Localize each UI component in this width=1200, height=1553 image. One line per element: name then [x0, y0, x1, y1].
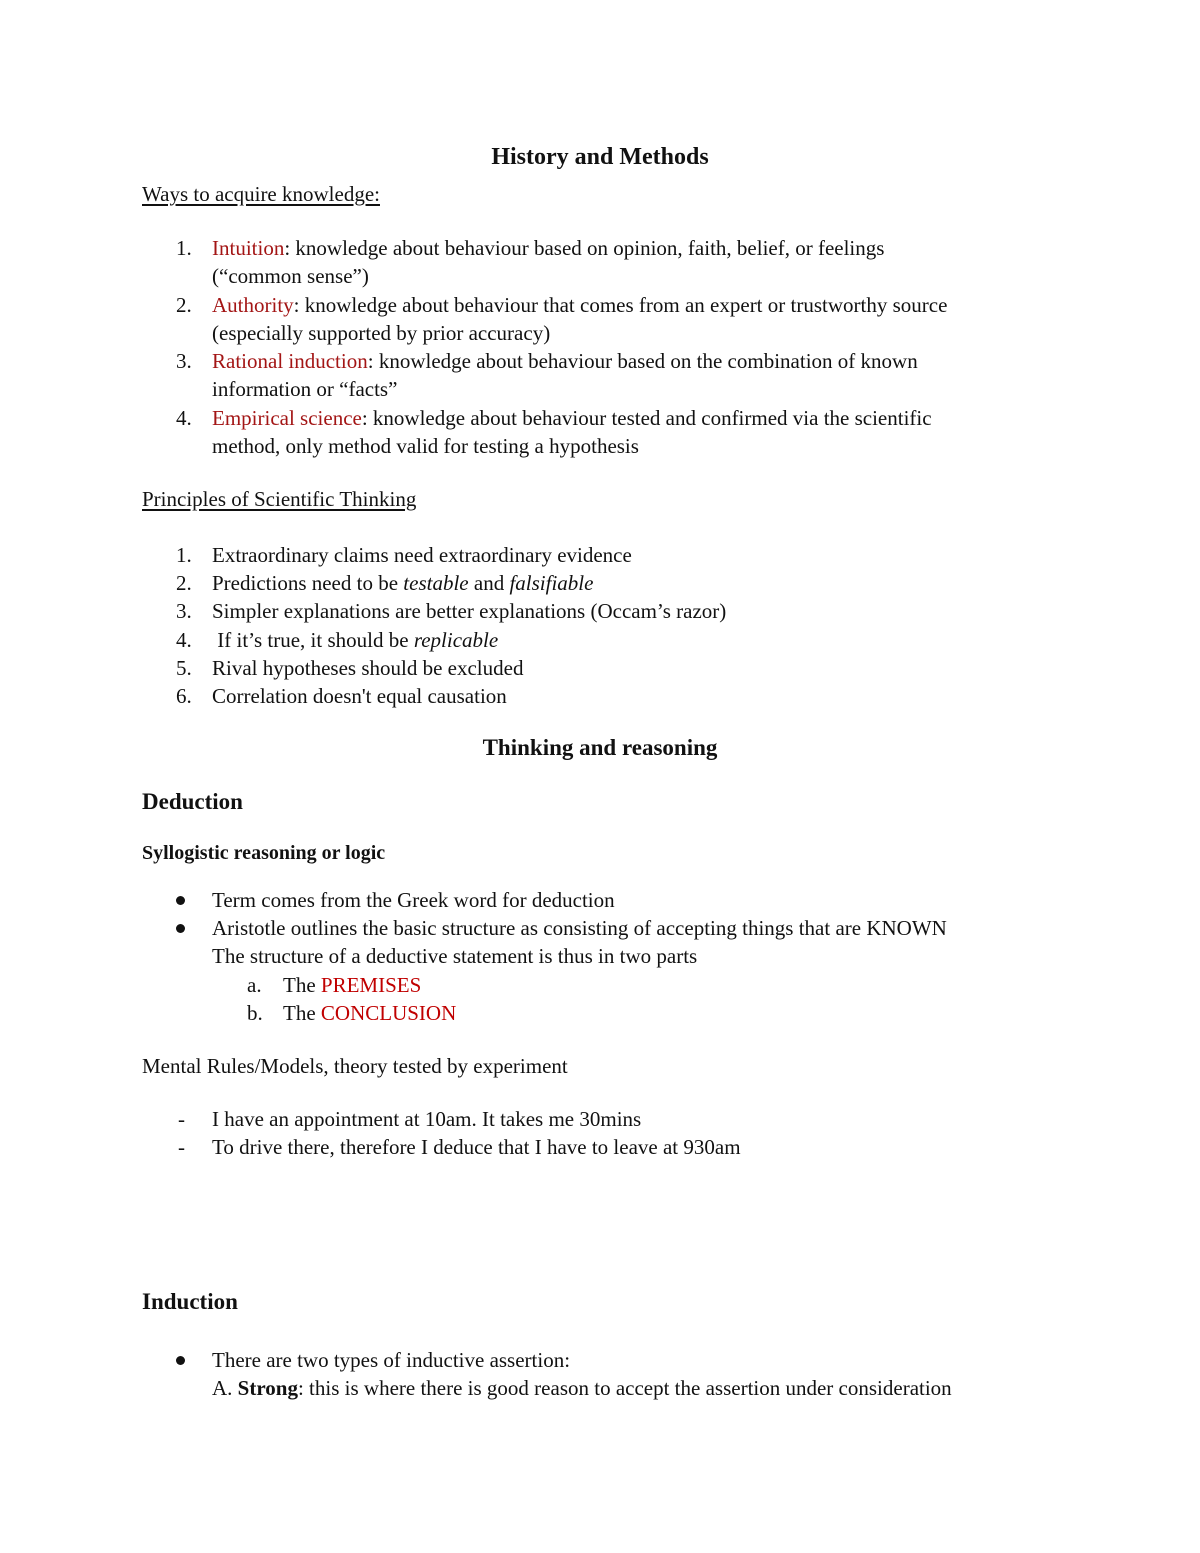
ways-heading: Ways to acquire knowledge:: [142, 182, 380, 206]
ways-rest-4: : knowledge about behaviour tested and confirmed via the scientific: [361, 406, 932, 430]
induction-line-prefix: A.: [212, 1376, 238, 1400]
ways-cont-3: information or “facts”: [212, 377, 398, 401]
ways-term-4: Empirical science: [212, 406, 362, 430]
ways-item-3: [212, 348, 918, 374]
induction-bullet: There are two types of inductive assertion:: [212, 1348, 571, 1372]
ways-num-3: 3.: [176, 349, 192, 373]
sub-item-a-pre: The: [283, 973, 321, 997]
sub-item-label-b: b.: [247, 1001, 263, 1025]
deduction-bullet-1: Term comes from the Greek word for deduction: [212, 888, 615, 912]
principle-2-mid: and: [468, 571, 510, 595]
ways-num-1: 1.: [176, 236, 192, 260]
principle-4-em1: replicable: [413, 628, 499, 652]
sub-item-a: [283, 972, 421, 998]
sub-item-b: [283, 1000, 456, 1026]
ways-rest-1: : knowledge about behaviour based on opinion, faith, belief, or feelings: [284, 236, 885, 260]
principle-5: Rival hypotheses should be excluded: [212, 656, 524, 680]
dash-item-1: I have an appointment at 10am. It takes me 30mins: [212, 1107, 642, 1131]
dash-marker: -: [178, 1107, 185, 1131]
bullet-dot: [176, 924, 185, 933]
principle-num-6: 6.: [176, 684, 192, 708]
page-title: History and Methods: [491, 144, 709, 170]
thinking-heading: Thinking and reasoning: [482, 735, 718, 760]
syllogistic-heading: Syllogistic reasoning or logic: [142, 842, 386, 864]
principle-num-3: 3.: [176, 599, 192, 623]
principle-6: Correlation doesn't equal causation: [212, 684, 507, 708]
ways-item-2: [212, 292, 947, 318]
sub-item-label-a: a.: [247, 973, 262, 997]
ways-term-1: Intuition: [212, 236, 285, 260]
ways-num-2: 2.: [176, 293, 192, 317]
deduction-bullet-2: Aristotle outlines the basic structure as consisting of accepting things that are KNOWN: [212, 916, 947, 940]
ways-item-4: [212, 405, 932, 431]
dash-marker: -: [178, 1135, 185, 1159]
ways-num-4: 4.: [176, 406, 192, 430]
principle-1: Extraordinary claims need extraordinary evidence: [212, 543, 632, 567]
principle-num-5: 5.: [176, 656, 192, 680]
principles-heading: Principles of Scientific Thinking: [142, 487, 417, 511]
mental-rules-heading: Mental Rules/Models, theory tested by experiment: [142, 1054, 568, 1078]
bullet-dot: [176, 896, 185, 905]
sub-item-b-pre: The: [283, 1001, 321, 1025]
ways-cont-2: (especially supported by prior accuracy): [212, 321, 551, 345]
induction-heading: Induction: [142, 1289, 238, 1314]
principle-2-pre: Predictions need to be: [212, 571, 404, 595]
ways-cont-4: method, only method valid for testing a hypothesis: [212, 434, 639, 458]
principle-num-2: 2.: [176, 571, 192, 595]
ways-cont-1: (“common sense”): [212, 264, 369, 288]
principle-2: [212, 570, 593, 596]
ways-term-3: Rational induction: [212, 349, 368, 373]
deduction-heading: Deduction: [142, 789, 243, 814]
ways-rest-3: : knowledge about behaviour based on the combination of known: [367, 349, 918, 373]
principle-3: Simpler explanations are better explanations (Occam’s razor): [212, 599, 727, 623]
principle-2-em2: falsifiable: [509, 571, 594, 595]
principle-4: [212, 627, 498, 653]
principle-4-pre: If it’s true, it should be: [212, 628, 414, 652]
principle-2-em1: testable: [403, 571, 469, 595]
ways-term-2: Authority: [212, 293, 294, 317]
premises-term: PREMISES: [320, 973, 422, 997]
principle-num-1: 1.: [176, 543, 192, 567]
induction-line-rest: : this is where there is good reason to accept the assertion under consideration: [297, 1376, 952, 1400]
strong-term: Strong: [237, 1376, 298, 1400]
ways-item-1: [212, 235, 884, 261]
deduction-bullet-2-cont: The structure of a deductive statement is thus in two parts: [212, 944, 698, 968]
dash-item-2: To drive there, therefore I deduce that I have to leave at 930am: [212, 1135, 741, 1159]
ways-rest-2: : knowledge about behaviour that comes from an expert or trustworthy source: [293, 293, 948, 317]
principle-num-4: 4.: [176, 628, 192, 652]
bullet-dot: [176, 1356, 185, 1365]
conclusion-term: CONCLUSION: [320, 1001, 457, 1025]
induction-strong-line: [212, 1375, 952, 1401]
